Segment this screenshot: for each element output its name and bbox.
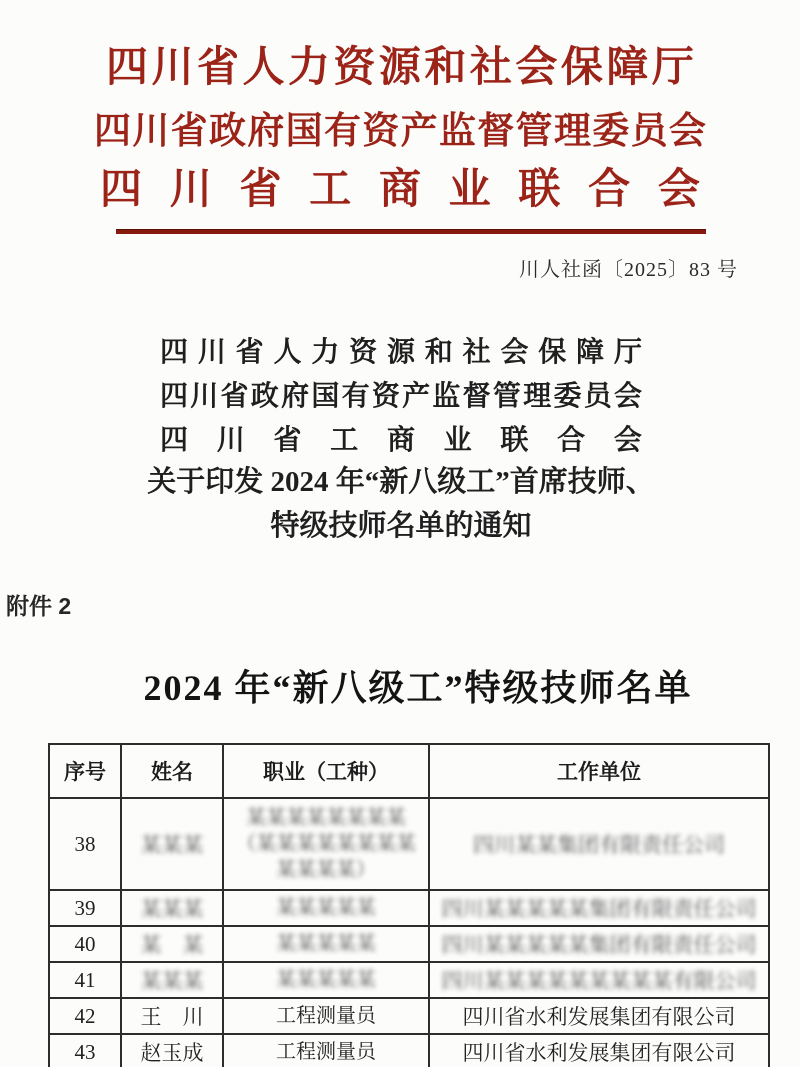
- table-row: [49, 1034, 769, 1067]
- list-title: 2024 年“新八级工”特级技师名单: [143, 668, 693, 708]
- cell-serial-number: 39: [49, 890, 121, 926]
- column-header-1: 姓名: [121, 744, 223, 798]
- cell-serial-number: 38: [49, 798, 121, 890]
- header-row: [49, 744, 769, 798]
- cell-occupation: [223, 962, 429, 998]
- cell-name: 王 川: [121, 998, 223, 1034]
- table-row: [49, 890, 769, 926]
- column-header-2: 职业（工种）: [223, 744, 429, 798]
- roster-table-head: [49, 744, 769, 798]
- cell-name: 某某某: [121, 890, 223, 926]
- cell-occupation: [223, 890, 429, 926]
- cell-occupation: [223, 998, 429, 1034]
- cell-work-unit: 四川某某某某某集团有限责任公司: [429, 926, 769, 962]
- cell-work-unit: 四川某某某某某集团有限责任公司: [429, 890, 769, 926]
- occupation-line: 工程测量员: [276, 1005, 376, 1027]
- cell-name: 某某某: [121, 798, 223, 890]
- occupation-line: 某某某某）: [276, 859, 376, 881]
- letterhead-rule: [116, 229, 706, 234]
- occupation-line: 某某某某某: [276, 969, 376, 991]
- cell-work-unit: 四川省水利发展集团有限公司: [429, 1034, 769, 1067]
- cell-name: 某某某: [121, 962, 223, 998]
- letterhead-line-1: 四 川 省 人 力 资 源 和 社 会 保 障 厅: [106, 44, 694, 91]
- letterhead-line-3: 四 川 省 工 商 业 联 合 会: [100, 167, 700, 213]
- occupation-line: 某某某某某: [276, 933, 376, 955]
- occupation-line: 工程测量员: [276, 1041, 376, 1063]
- cell-work-unit: 四川某某某某某某某某某有限公司: [429, 962, 769, 998]
- cell-name: 某 某: [121, 926, 223, 962]
- notice-title: [147, 328, 655, 548]
- cell-name: 赵玉成: [121, 1034, 223, 1067]
- cell-occupation: [223, 1034, 429, 1067]
- occupation-line: （某某某某某某某某: [236, 833, 416, 855]
- cell-serial-number: 40: [49, 926, 121, 962]
- table-row: [49, 926, 769, 962]
- notice-org-line-2: 四 川 省 政 府 国 有 资 产 监 督 管 理 委 员 会: [160, 381, 642, 412]
- attachment-label: 附件 2: [6, 593, 72, 619]
- roster-table-body: [49, 798, 769, 1067]
- table-row: [49, 798, 769, 890]
- column-header-0: 序号: [49, 744, 121, 798]
- cell-serial-number: 41: [49, 962, 121, 998]
- cell-work-unit: 四川某某集团有限责任公司: [429, 798, 769, 890]
- cell-occupation: [223, 926, 429, 962]
- letterhead: [94, 32, 706, 214]
- notice-org-line-1: 四 川 省 人 力 资 源 和 社 会 保 障 厅: [160, 337, 642, 368]
- table-row: [49, 962, 769, 998]
- doc-number: 川人社函〔2025〕83 号: [519, 259, 738, 281]
- cell-work-unit: 四川省水利发展集团有限公司: [429, 998, 769, 1034]
- cell-serial-number: 42: [49, 998, 121, 1034]
- cell-occupation: [223, 798, 429, 890]
- cell-serial-number: 43: [49, 1034, 121, 1067]
- table-row: [49, 998, 769, 1034]
- occupation-line: 某某某某某某某某: [246, 807, 406, 829]
- letterhead-line-2: 四 川 省 政 府 国 有 资 产 监 督 管 理 委 员 会: [94, 110, 706, 152]
- roster-table: [48, 743, 770, 1067]
- notice-org-line-3: 四 川 省 工 商 业 联 合 会: [160, 425, 642, 456]
- notice-subject-line-1: 关于印发 2024 年“新八级工”首席技师、: [147, 466, 655, 498]
- column-header-3: 工作单位: [429, 744, 769, 798]
- occupation-line: 某某某某某: [276, 897, 376, 919]
- notice-subject-line-2: 特级技师名单的通知: [270, 510, 532, 542]
